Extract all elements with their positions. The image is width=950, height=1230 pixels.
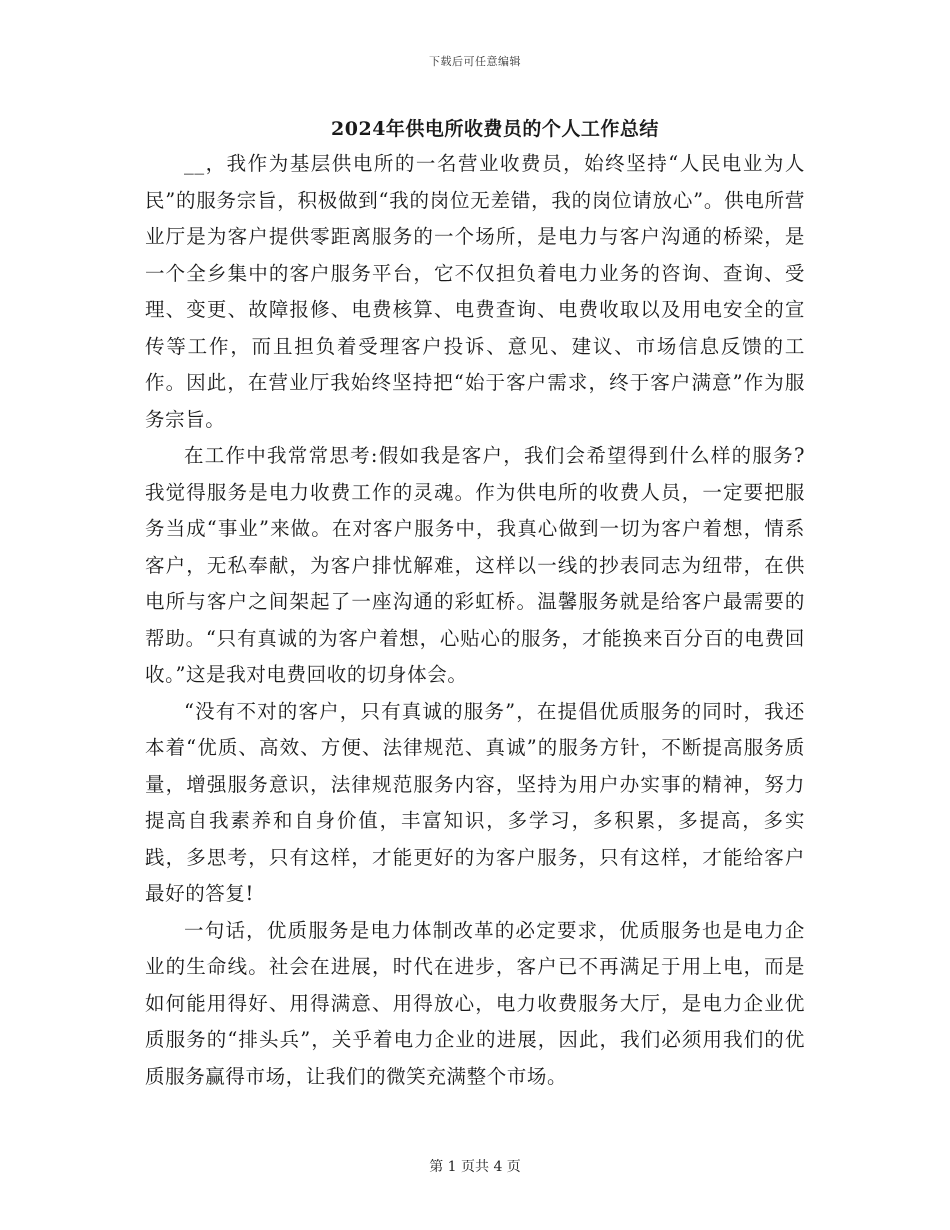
paragraph-3: “没有不对的客户，只有真诚的服务”，在提倡优质服务的同时，我还本着“优质、高效、方便、法律规范、真诚”的服务方针，不断提高服务质量，增强服务意识，法律规范服务内容，坚持为用户办实事的精神，努力提高自我素养和自身价值，丰富知识，多学习，多积累，多提高，多实践，多思考，只有这样，才能更好的为客户服务，只有这样，才能给客户最好的答复! bbox=[145, 699, 805, 905]
page-header: 下载后可任意编辑 bbox=[429, 55, 521, 68]
paragraph-4: 一句话，优质服务是电力体制改革的必定要求，优质服务也是电力企业的生命线。社会在进展，时代在进步，客户已不再满足于用上电，而是如何能用得好、用得满意、用得放心，电力收费服务大厅，是电力企业优质服务的“排头兵”，关乎着电力企业的进展，因此，我们必须用我们的优质服务赢得市场，让我们的微笑充满整个市场。 bbox=[145, 918, 805, 1088]
paragraph-2: 在工作中我常常思考:假如我是客户，我们会希望得到什么样的服务?我觉得服务是电力收费工作的灵魂。作为供电所的收费人员，一定要把服务当成“事业”来做。在对客户服务中，我真心做到一切为客户着想，情系客户，无私奉献，为客户排忧解难，这样以一线的抄表同志为纽带，在供电所与客户之间架起了一座沟通的彩虹桥。温馨服务就是给客户最需要的帮助。“只有真诚的为客户着想，心贴心的服务，才能换来百分百的电费回收。”这是我对电费回收的切身体会。 bbox=[145, 444, 805, 686]
page-footer: 第 1 页共 4 页 bbox=[429, 1159, 521, 1175]
paragraph-1: __，我作为基层供电所的一名营业收费员，始终坚持“人民电业为人民”的服务宗旨，积极做到“我的岗位无差错，我的岗位请放心”。供电所营业厅是为客户提供零距离服务的一个场所，是电力与客户沟通的桥梁，是一个全乡集中的客户服务平台，它不仅担负着电力业务的咨询、查询、受理、变更、故障报修、电费核算、电费查询、电费收取以及用电安全的宣传等工作，而且担负着受理客户投诉、意见、建议、市场信息反馈的工作。因此，在营业厅我始终坚持把“始于客户需求，终于客户满意”作为服务宗旨。 bbox=[145, 152, 805, 431]
document-body bbox=[145, 112, 805, 1095]
document-title: 2024年供电所收费员的个人工作总结 bbox=[331, 118, 659, 140]
